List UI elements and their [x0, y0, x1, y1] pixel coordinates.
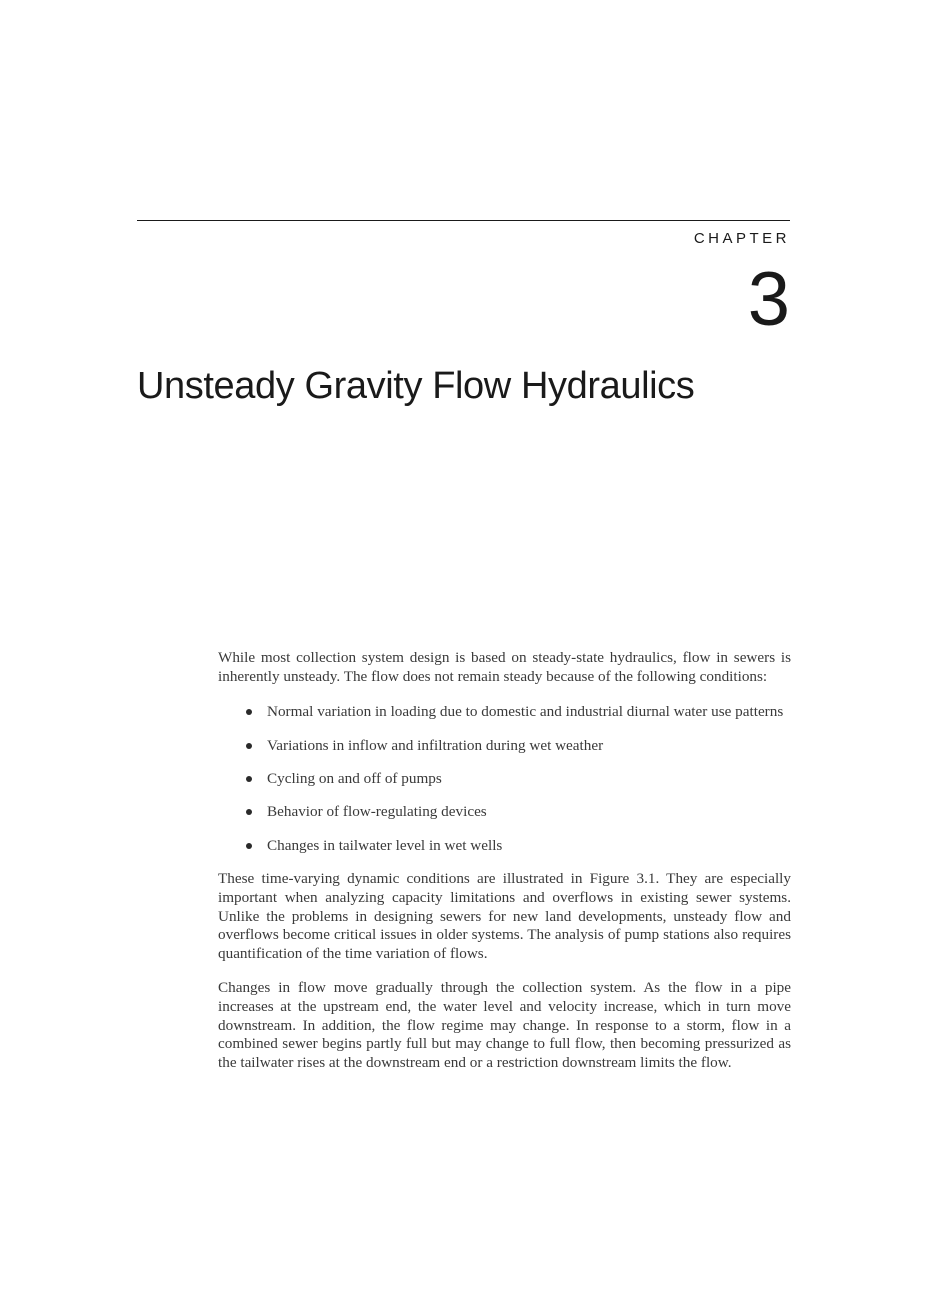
chapter-number: 3: [747, 257, 790, 342]
list-item-text: Cycling on and off of pumps: [267, 769, 442, 787]
intro-paragraph: While most collection system design is based on steady-state hydraulics, flow in sewers is inherently unsteady. The flow does not remain steady because of the following conditions:: [218, 649, 791, 685]
bullet-icon: [246, 709, 252, 715]
list-item: [218, 770, 791, 789]
header-rule: [137, 220, 790, 221]
paragraph-time-varying: These time-varying dynamic conditions are illustrated in Figure 3.1. They are especially important when analyzing capacity limitations and overflows in existing sewer systems. Unlike the problems in designing sewers for new land developments, unsteady flow and overflows become critical issues in older systems. The analysis of pump stations also requires quantification of the time variation of flows.: [218, 870, 791, 962]
list-item-text: Changes in tailwater level in wet wells: [267, 836, 503, 854]
chapter-body: [218, 649, 791, 1072]
chapter-label: CHAPTER: [693, 230, 790, 247]
list-item: [218, 703, 791, 722]
list-item: [218, 737, 791, 756]
list-item: [218, 837, 791, 856]
list-item: [218, 803, 791, 822]
list-item-text: Normal variation in loading due to domestic and industrial diurnal water use patterns: [267, 703, 784, 721]
conditions-list: [218, 703, 791, 855]
bullet-icon: [246, 843, 252, 849]
chapter-title: Unsteady Gravity Flow Hydraulics: [137, 365, 695, 407]
list-item-text: Variations in inflow and infiltration during wet weather: [267, 736, 604, 754]
list-item-text: Behavior of flow-regulating devices: [267, 803, 487, 821]
bullet-icon: [246, 776, 252, 782]
bullet-icon: [246, 743, 252, 749]
paragraph-flow-changes: Changes in flow move gradually through the collection system. As the flow in a pipe increases at the upstream end, the water level and velocity increase, which in turn move downstream. In addition, the flow regime may change. In response to a storm, flow in a combined sewer begins partly full but may change to full flow, then becoming pressurized as the tailwater rises at the downstream end or a restriction downstream limits the flow.: [218, 979, 791, 1071]
bullet-icon: [246, 809, 252, 815]
